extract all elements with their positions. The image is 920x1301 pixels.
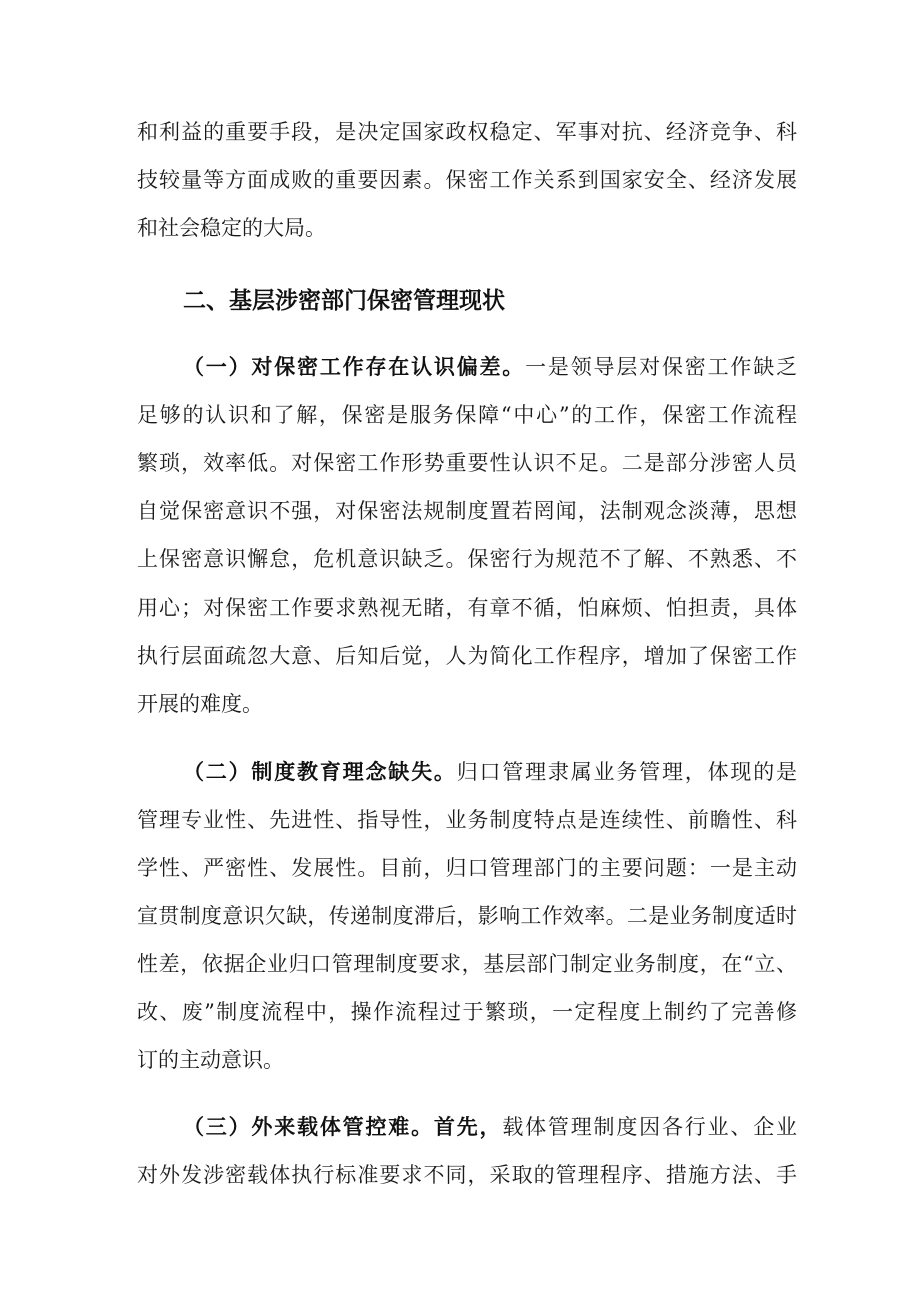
paragraph-first-line	[183, 353, 797, 381]
paragraph-lead: （三）外来载体管控难。首先，	[183, 1115, 503, 1139]
paragraph-line: 足够的认识和了解，保密是服务保障“中心”的工作，保密工作流程	[137, 403, 797, 427]
paragraph-line: 执行层面疏忽大意、后知后觉，人为简化工作程序，增加了保密工作	[137, 644, 797, 668]
paragraph-line: 技较量等方面成败的重要因素。保密工作关系到国家安全、经济发展	[137, 168, 797, 192]
paragraph-first-line	[183, 758, 797, 786]
paragraph-line: 自觉保密意识不强，对保密法规制度置若罔闻，法制观念淡薄，思想	[137, 499, 797, 523]
section-heading: 二、基层涉密部门保密管理现状	[183, 288, 505, 314]
paragraph-line: 改、废”制度流程中，操作流程过于繁琐，一定程度上制约了完善修	[137, 1000, 797, 1024]
paragraph-line: 对外发涉密载体执行标准要求不同，采取的管理程序、措施方法、手	[137, 1163, 797, 1187]
paragraph-lead: （二）制度教育理念缺失。	[183, 760, 457, 784]
paragraph-line: 宣贯制度意识欠缺，传递制度滞后，影响工作效率。二是业务制度适时	[137, 904, 797, 928]
paragraph-line: 用心；对保密工作要求熟视无睹，有章不循，怕麻烦、怕担责，具体	[137, 596, 797, 620]
paragraph-first-line	[183, 1113, 797, 1141]
paragraph-line: 和社会稳定的大局。	[137, 216, 326, 240]
paragraph-line: 订的主动意识。	[137, 1048, 284, 1072]
paragraph-text: 载体管理制度因各行业、企业	[502, 1115, 798, 1139]
paragraph-line: 和利益的重要手段，是决定国家政权稳定、军事对抗、经济竞争、科	[137, 120, 797, 144]
paragraph-line: 管理专业性、先进性、指导性，业务制度特点是连续性、前瞻性、科	[137, 808, 797, 832]
paragraph-line: 学性、严密性、发展性。目前，归口管理部门的主要问题：一是主动	[137, 856, 797, 880]
paragraph-line: 开展的难度。	[137, 692, 263, 716]
paragraph-line: 繁琐，效率低。对保密工作形势重要性认识不足。二是部分涉密人员	[137, 451, 797, 475]
paragraph-text: 一是领导层对保密工作缺乏	[525, 355, 798, 379]
paragraph-lead: （一）对保密工作存在认识偏差。	[183, 355, 526, 379]
paragraph-line: 性差，依据企业归口管理制度要求，基层部门制定业务制度，在“立、	[137, 952, 797, 976]
paragraph-line: 上保密意识懈怠，危机意识缺乏。保密行为规范不了解、不熟悉、不	[137, 547, 797, 571]
paragraph-text: 归口管理隶属业务管理，体现的是	[456, 760, 798, 784]
